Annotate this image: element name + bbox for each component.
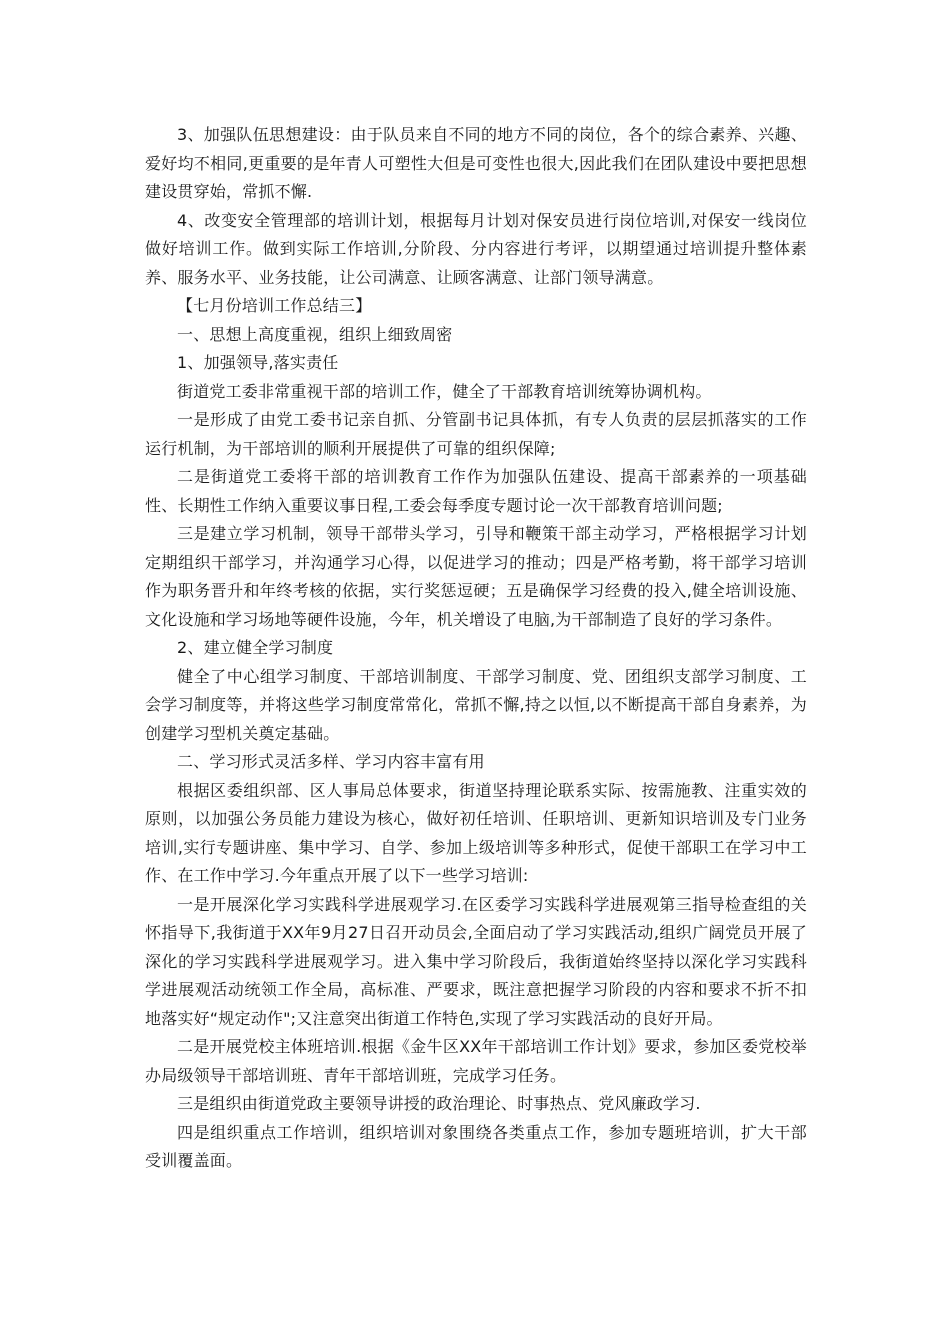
paragraph: 街道党工委非常重视干部的培训工作，健全了干部教育培训统筹协调机构。 <box>177 381 712 401</box>
heading-level-2: 1、加强领导,落实责任 <box>177 353 339 372</box>
paragraph: 健全了中心组学习制度、干部培训制度、干部学习制度、党、团组织支部学习制度、工会学习制度等，并将这些学习制度常常化，常抓不懈,持之以恒,以不断提高干部自身素养，为创建学习型机关奠定基础。 <box>145 666 807 743</box>
paragraph-item-4: 4、改变安全管理部的培训计划，根据每月计划对保安员进行岗位培训,对保安一线岗位做好培训工作。做到实际工作培训,分阶段、分内容进行考评，以期望通过培训提升整体素养、服务水平、业务技能，让公司满意、让顾客满意、让部门领导满意。 <box>145 210 807 287</box>
document-body <box>145 121 807 1176</box>
paragraph: 一是开展深化学习实践科学进展观学习.在区委学习实践科学进展观第三指导检查组的关怀指导下,我街道于XX年9月27日召开动员会,全面启动了学习实践活动,组织广阔党员开展了深化的学习实践科学进展观学习。进入集中学习阶段后，我街道始终坚持以深化学习实践科学进展观活动统领工作全局，高标准、严要求，既注意把握学习阶段的内容和要求不折不扣地落实好“规定动作";又注意突出街道工作特色,实现了学习实践活动的良好开局。 <box>145 894 807 1028</box>
paragraph: 三是建立学习机制，领导干部带头学习，引导和鞭策干部主动学习，严格根据学习计划定期组织干部学习，并沟通学习心得，以促进学习的推动；四是严格考勤，将干部学习培训作为职务晋升和年终考核的依据，实行奖惩逗硬；五是确保学习经费的投入,健全培训设施、文化设施和学习场地等硬件设施，今年，机关增设了电脑,为干部制造了良好的学习条件。 <box>145 524 807 629</box>
paragraph: 四是组织重点工作培训，组织培训对象围绕各类重点工作，参加专题班培训，扩大干部受训覆盖面。 <box>145 1122 807 1170</box>
paragraph: 二是街道党工委将干部的培训教育工作作为加强队伍建设、提高干部素养的一项基础性、长期性工作纳入重要议事日程,工委会每季度专题讨论一次干部教育培训问题; <box>145 467 807 515</box>
paragraph: 二是开展党校主体班培训.根据《金牛区XX年干部培训工作计划》要求，参加区委党校举办局级领导干部培训班、青年干部培训班，完成学习任务。 <box>145 1037 807 1085</box>
heading-level-1: 二、学习形式灵活多样、学习内容丰富有用 <box>177 752 485 771</box>
paragraph: 根据区委组织部、区人事局总体要求，街道坚持理论联系实际、按需施教、注重实效的原则，以加强公务员能力建设为核心，做好初任培训、任职培训、更新知识培训及专门业务培训,实行专题讲座、集中学习、自学、参加上级培训等多种形式，促使干部职工在学习中工作、在工作中学习.今年重点开展了以下一些学习培训: <box>145 780 807 885</box>
paragraph: 一是形成了由党工委书记亲自抓、分管副书记具体抓，有专人负责的层层抓落实的工作运行机制，为干部培训的顺利开展提供了可靠的组织保障; <box>145 410 807 458</box>
paragraph: 三是组织由街道党政主要领导讲授的政治理论、时事热点、党风廉政学习. <box>177 1094 701 1113</box>
heading-level-2: 2、建立健全学习制度 <box>177 638 334 657</box>
paragraph-item-3: 3、加强队伍思想建设：由于队员来自不同的地方不同的岗位，各个的综合素养、兴趣、爱好均不相同,更重要的是年青人可塑性大但是可变性也很大,因此我们在团队建设中要把思想建设贯穿始，常抓不懈. <box>145 125 807 201</box>
heading-level-1: 一、思想上高度重视，组织上细致周密 <box>177 324 453 344</box>
section-title: 【七月份培训工作总结三】 <box>177 296 372 315</box>
